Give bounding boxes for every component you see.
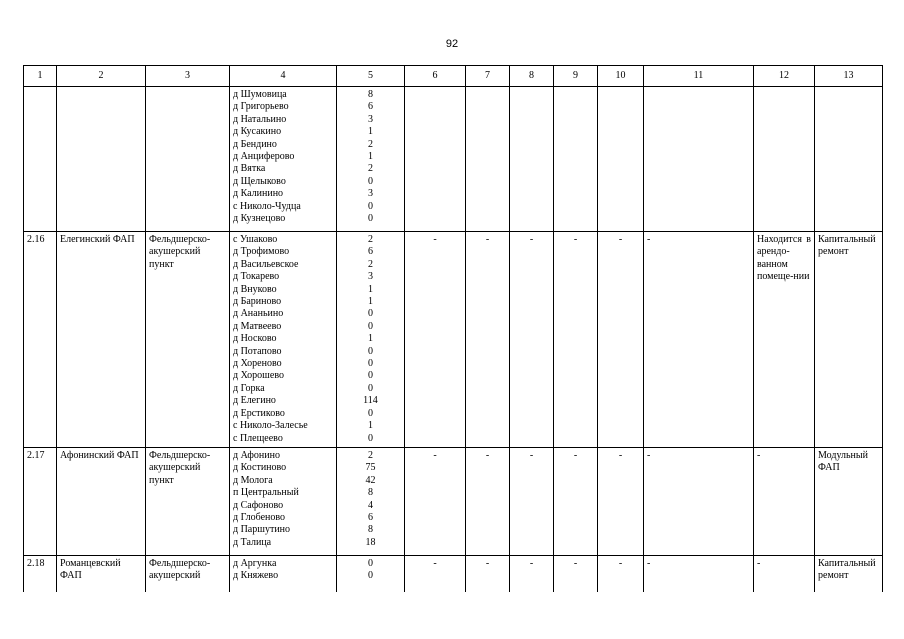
settlement-name: с Николо-Залесье — [233, 420, 308, 432]
population-cell — [337, 232, 405, 448]
population-value: 1 — [368, 296, 373, 308]
settlement-name: д Трофимово — [233, 246, 290, 258]
population-value: 6 — [368, 246, 373, 258]
settlement-name: д Ананьино — [233, 308, 284, 320]
population-value: 0 — [368, 432, 373, 444]
column-7-cell: - — [466, 556, 510, 592]
settlement-name: д Калинино — [233, 188, 284, 200]
facilities-table — [23, 65, 883, 592]
column-header-12: 12 — [754, 66, 815, 87]
facility-name: Романцевский ФАП — [57, 556, 146, 592]
note-cell — [754, 87, 815, 232]
settlement-name: д Хорошево — [233, 370, 284, 382]
column-6-cell: - — [405, 232, 466, 448]
population-value: 0 — [368, 345, 373, 357]
population-value: 0 — [368, 358, 373, 370]
settlements-cell — [230, 556, 337, 592]
column-header-5: 5 — [337, 66, 405, 87]
settlement-name: д Шумовица — [233, 89, 287, 100]
column-11-cell: - — [644, 448, 754, 556]
population-value: 0 — [368, 570, 373, 582]
column-9-cell: - — [554, 448, 598, 556]
column-11-cell — [644, 87, 754, 232]
column-11-cell: - — [644, 232, 754, 448]
settlement-name: д Щелыково — [233, 175, 286, 187]
settlement-name: д Бариново — [233, 296, 282, 308]
settlement-name: д Елегино — [233, 395, 276, 407]
population-value: 8 — [368, 89, 373, 100]
settlement-name: д Васильевское — [233, 258, 299, 270]
column-9-cell: - — [554, 232, 598, 448]
population-value: 3 — [368, 188, 373, 200]
settlement-name: д Глобеново — [233, 512, 286, 524]
column-11-cell: - — [644, 556, 754, 592]
row-number: 2.16 — [24, 232, 57, 448]
column-7-cell: - — [466, 232, 510, 448]
settlement-name: д Паршутино — [233, 524, 291, 536]
table-row — [24, 448, 883, 556]
table-row — [24, 232, 883, 448]
population-value: 0 — [368, 320, 373, 332]
settlement-name: д Афонино — [233, 450, 280, 461]
settlements-cell — [230, 87, 337, 232]
population-value: 1 — [368, 333, 373, 345]
population-value: 114 — [363, 395, 378, 407]
row-number: 2.17 — [24, 448, 57, 556]
settlement-name: д Натальино — [233, 113, 287, 125]
column-8-cell: - — [510, 232, 554, 448]
population-value: 0 — [368, 558, 373, 569]
population-value: 6 — [368, 101, 373, 113]
settlement-name: д Молога — [233, 474, 273, 486]
population-value: 1 — [368, 151, 373, 163]
settlements-cell — [230, 448, 337, 556]
settlement-name: д Носково — [233, 333, 277, 345]
population-value: 2 — [368, 138, 373, 150]
action-cell: Капитальный ремонт — [815, 232, 883, 448]
column-6-cell: - — [405, 448, 466, 556]
population-value: 8 — [368, 524, 373, 536]
population-value: 18 — [365, 536, 376, 548]
table-body — [24, 87, 883, 592]
column-8-cell: - — [510, 448, 554, 556]
population-value: 2 — [368, 163, 373, 175]
facility-name: Елегинский ФАП — [57, 232, 146, 448]
header-row — [24, 66, 883, 87]
population-value: 0 — [368, 382, 373, 394]
population-value: 1 — [368, 420, 373, 432]
column-6-cell: - — [405, 556, 466, 592]
note-cell: - — [754, 448, 815, 556]
population-value: 1 — [368, 283, 373, 295]
action-cell: Модульный ФАП — [815, 448, 883, 556]
population-value: 0 — [368, 407, 373, 419]
settlement-name: д Токарево — [233, 271, 280, 283]
population-value: 1 — [368, 126, 373, 138]
column-header-4: 4 — [230, 66, 337, 87]
settlement-name: с Ушаково — [233, 234, 278, 245]
settlements-cell — [230, 232, 337, 448]
facility-name: Афонинский ФАП — [57, 448, 146, 556]
population-value: 6 — [368, 512, 373, 524]
settlement-name: д Потапово — [233, 345, 282, 357]
column-header-8: 8 — [510, 66, 554, 87]
column-header-6: 6 — [405, 66, 466, 87]
column-10-cell: - — [598, 232, 644, 448]
population-value: 0 — [368, 370, 373, 382]
population-cell — [337, 556, 405, 592]
settlement-name: п Центральный — [233, 487, 299, 499]
settlement-name: д Хореново — [233, 358, 282, 370]
note-cell: - — [754, 556, 815, 592]
facility-type: Фельдшерско-акушерский пункт — [146, 448, 230, 556]
facility-name — [57, 87, 146, 232]
column-7-cell — [466, 87, 510, 232]
column-10-cell: - — [598, 556, 644, 592]
population-value: 0 — [368, 175, 373, 187]
settlement-name: д Вятка — [233, 163, 266, 175]
row-number — [24, 87, 57, 232]
settlement-name: с Николо-Чудца — [233, 200, 301, 212]
column-header-1: 1 — [24, 66, 57, 87]
row-number: 2.18 — [24, 556, 57, 592]
column-header-3: 3 — [146, 66, 230, 87]
table-row — [24, 87, 883, 232]
population-value: 42 — [365, 474, 376, 486]
column-header-9: 9 — [554, 66, 598, 87]
settlement-name: д Сафоново — [233, 499, 284, 511]
column-header-10: 10 — [598, 66, 644, 87]
column-9-cell — [554, 87, 598, 232]
note-cell: Находится в арендо-ванном помеще-нии — [754, 232, 815, 448]
population-value: 2 — [368, 258, 373, 270]
action-cell — [815, 87, 883, 232]
settlement-name: д Горка — [233, 382, 265, 394]
settlement-name: д Бендино — [233, 138, 277, 150]
settlement-name: д Григорьево — [233, 101, 289, 113]
column-header-2: 2 — [57, 66, 146, 87]
population-cell — [337, 87, 405, 232]
population-value: 3 — [368, 271, 373, 283]
settlement-name: д Кусакино — [233, 126, 282, 138]
population-value: 4 — [368, 499, 373, 511]
settlement-name: д Ерстиково — [233, 407, 285, 419]
column-10-cell — [598, 87, 644, 232]
settlement-name: д Матвеево — [233, 320, 282, 332]
settlement-name: д Княжево — [233, 570, 279, 582]
page-number: 92 — [445, 38, 459, 50]
column-7-cell: - — [466, 448, 510, 556]
population-value: 3 — [368, 113, 373, 125]
column-header-13: 13 — [815, 66, 883, 87]
column-header-11: 11 — [644, 66, 754, 87]
population-value: 2 — [368, 450, 373, 461]
population-value: 8 — [368, 487, 373, 499]
facility-type: Фельдшерско-акушерский — [146, 556, 230, 592]
facility-type — [146, 87, 230, 232]
column-10-cell: - — [598, 448, 644, 556]
population-value: 75 — [365, 462, 376, 474]
settlement-name: д Анциферово — [233, 151, 295, 163]
facility-type: Фельдшерско-акушерский пункт — [146, 232, 230, 448]
table-row — [24, 556, 883, 592]
action-cell: Капитальный ремонт — [815, 556, 883, 592]
population-value: 0 — [368, 213, 373, 225]
column-8-cell: - — [510, 556, 554, 592]
column-header-7: 7 — [466, 66, 510, 87]
settlement-name: д Талица — [233, 536, 272, 548]
settlement-name: с Плещеево — [233, 432, 283, 444]
settlement-name: д Костиново — [233, 462, 287, 474]
column-6-cell — [405, 87, 466, 232]
settlement-name: д Внуково — [233, 283, 277, 295]
population-value: 0 — [368, 308, 373, 320]
column-9-cell: - — [554, 556, 598, 592]
settlement-name: д Кузнецово — [233, 213, 286, 225]
population-cell — [337, 448, 405, 556]
population-value: 2 — [368, 234, 373, 245]
population-value: 0 — [368, 200, 373, 212]
column-8-cell — [510, 87, 554, 232]
settlement-name: д Аргунка — [233, 558, 277, 569]
